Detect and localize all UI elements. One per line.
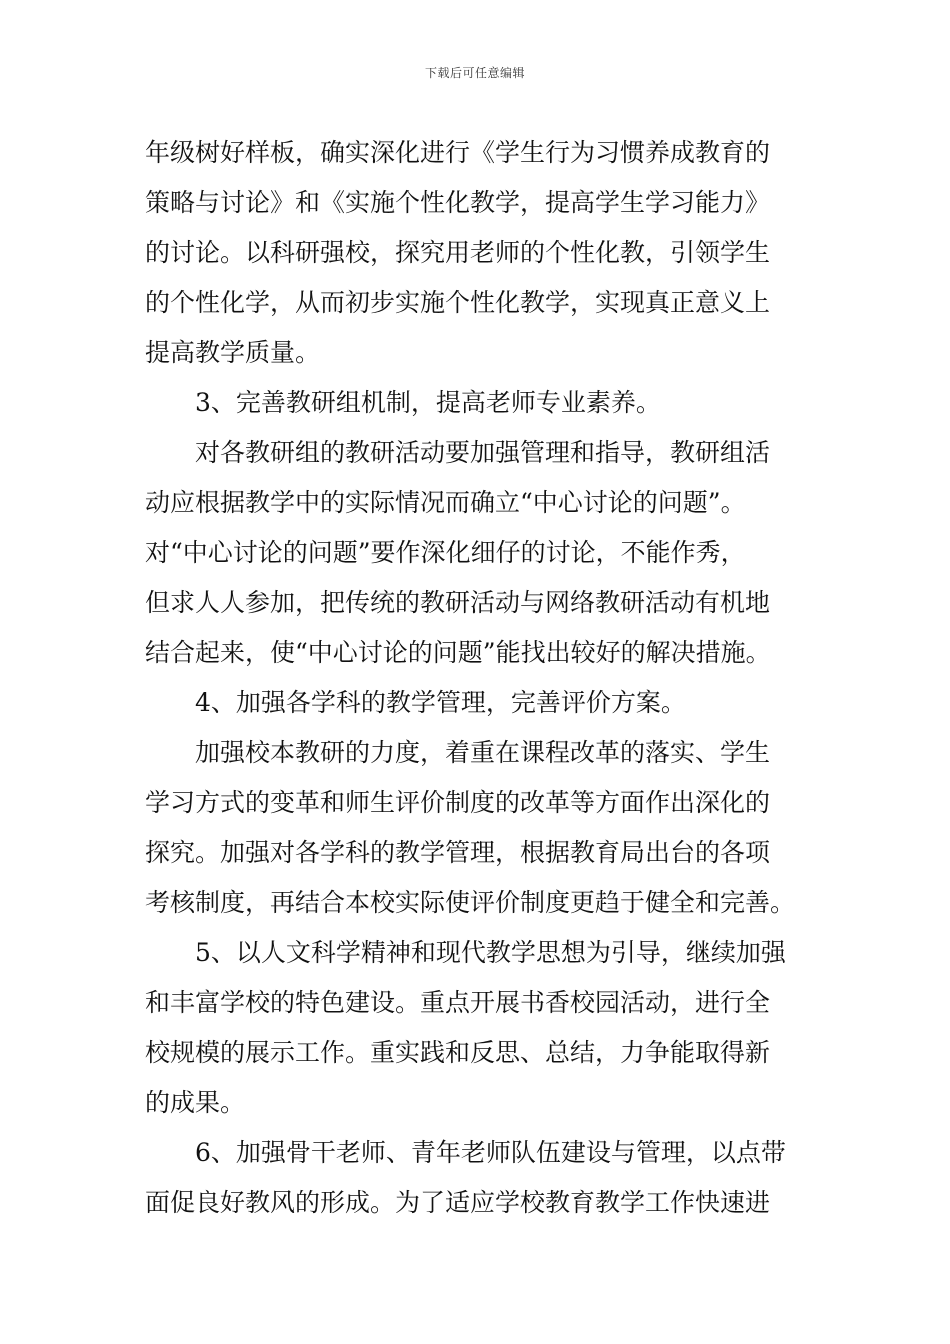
text-line: 结合起来，使“中心讨论的问题”能找出较好的解决措施。 (145, 638, 771, 667)
text-line: 的个性化学，从而初步实施个性化教学，实现真正意义上 (145, 288, 771, 317)
text-line: 对“中心讨论的问题”要作深化细仔的讨论，不能作秀， (145, 538, 746, 567)
text-line: 动应根据教学中的实际情况而确立“中心讨论的问题”。 (145, 488, 746, 517)
text-line: 对各教研组的教研活动要加强管理和指导，教研组活 (145, 438, 771, 467)
text-line: 但求人人参加，把传统的教研活动与网络教研活动有机地 (145, 588, 771, 617)
text-line: 年级树好样板，确实深化进行《学生行为习惯养成教育的 (145, 138, 771, 167)
text-line: 提高教学质量。 (145, 338, 321, 367)
text-line: 面促良好教风的形成。为了适应学校教育教学工作快速进 (145, 1188, 771, 1217)
text-line: 探究。加强对各学科的教学管理，根据教育局出台的各项 (145, 838, 771, 867)
text-line: 的成果。 (145, 1088, 246, 1117)
document-body (145, 128, 810, 1228)
section-heading-6: 6、加强骨干老师、青年老师队伍建设与管理，以点带 (145, 1138, 786, 1167)
section-heading-3: 3、完善教研组机制，提高老师专业素养。 (145, 388, 661, 417)
section-heading-5: 5、以人文科学精神和现代教学思想为引导，继续加强 (145, 938, 786, 967)
text-line: 学习方式的变革和师生评价制度的改革等方面作出深化的 (145, 788, 771, 817)
section-heading-4: 4、加强各学科的教学管理，完善评价方案。 (145, 688, 686, 717)
text-line: 加强校本教研的力度，着重在课程改革的落实、学生 (145, 738, 771, 767)
text-line: 考核制度，再结合本校实际使评价制度更趋于健全和完善。 (145, 888, 796, 917)
text-line: 校规模的展示工作。重实践和反思、总结，力争能取得新 (145, 1038, 771, 1067)
text-line: 的讨论。以科研强校，探究用老师的个性化教，引领学生 (145, 238, 771, 267)
text-line: 策略与讨论》和《实施个性化教学，提高学生学习能力》 (145, 188, 771, 217)
text-line: 和丰富学校的特色建设。重点开展书香校园活动，进行全 (145, 988, 771, 1017)
page-header: 下载后可任意编辑 (424, 66, 525, 80)
